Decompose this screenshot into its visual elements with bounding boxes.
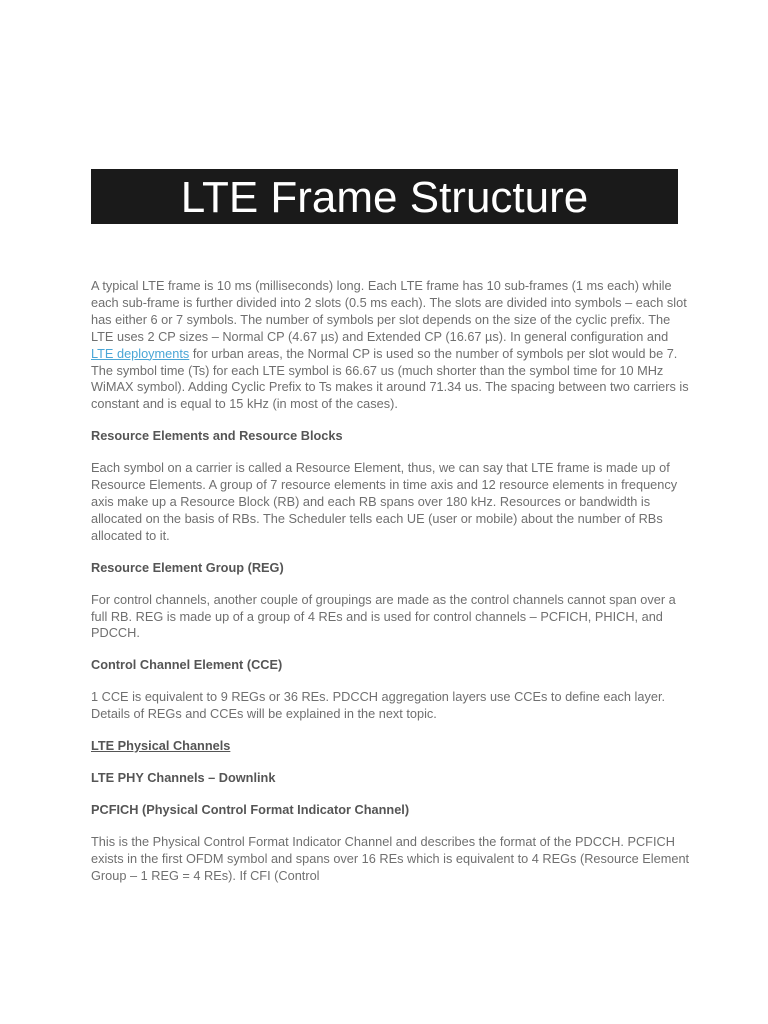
- intro-paragraph: [91, 278, 691, 413]
- intro-text-after-link: for urban areas, the Normal CP is used so the number of symbols per slot would be 7. The symbol time (Ts) for each LTE symbol is 66.67 us (much shorter than the symbol time for 10 MHz WiMAX symbol). Adding Cyclic Prefix to Ts makes it around 71.34 us. The spacing between two carriers is constant and is equal to 15 kHz (in most of the cases).: [91, 345, 689, 412]
- section-body-cce: 1 CCE is equivalent to 9 REGs or 36 REs. PDCCH aggregation layers use CCEs to define each layer. Details of REGs and CCEs will be explained in the next topic.: [91, 689, 666, 722]
- lte-deployments-link[interactable]: LTE deployments: [91, 345, 190, 361]
- downlink-heading: LTE PHY Channels – Downlink: [91, 769, 276, 785]
- section-body-resource-elements: Each symbol on a carrier is called a Resource Element, thus, we can say that LTE frame is made up of Resource Elements. A group of 7 resource elements in time axis and 12 resource elements in frequency axis make up a Resource Block (RB) and each RB spans over 180 kHz. Resources or bandwidth is allocated on the basis of RBs. The Scheduler tells each UE (user or mobile) about the number of RBs allocated to it.: [91, 460, 678, 543]
- pcfich-body: This is the Physical Control Format Indicator Channel and describes the format of the PDCCH. PCFICH exists in the first OFDM symbol and spans over 16 REs which is equivalent to 4 REGs (Resource Element Group – 1 REG = 4 REs). If CFI (Control: [91, 833, 690, 883]
- section-body-reg: For control channels, another couple of groupings are made as the control channels cannot span over a full RB. REG is made up of a group of 4 REs and is used for control channels – PCFICH, PHICH, and PDCCH.: [91, 591, 676, 641]
- pcfich-heading: PCFICH (Physical Control Format Indicator Channel): [91, 801, 410, 817]
- title-banner: [91, 169, 678, 224]
- section-heading-resource-elements: Resource Elements and Resource Blocks: [91, 428, 343, 444]
- physical-channels-heading: LTE Physical Channels: [91, 738, 231, 754]
- document-body: [91, 278, 691, 884]
- document-title: LTE Frame Structure: [180, 172, 589, 222]
- section-heading-reg: Resource Element Group (REG): [91, 559, 284, 575]
- intro-text-before-link: A typical LTE frame is 10 ms (milliseconds) long. Each LTE frame has 10 sub-frames (1 ms each) while each sub-frame is further divided into 2 slots (0.5 ms each). The slots are divided into symbols – each slot has either 6 or 7 symbols. The number of symbols per slot depends on the size of the cyclic prefix. The LTE uses 2 CP sizes – Normal CP (4.67 µs) and Extended CP (16.67 µs). In general configuration and: [91, 278, 687, 344]
- section-heading-cce: Control Channel Element (CCE): [91, 657, 283, 673]
